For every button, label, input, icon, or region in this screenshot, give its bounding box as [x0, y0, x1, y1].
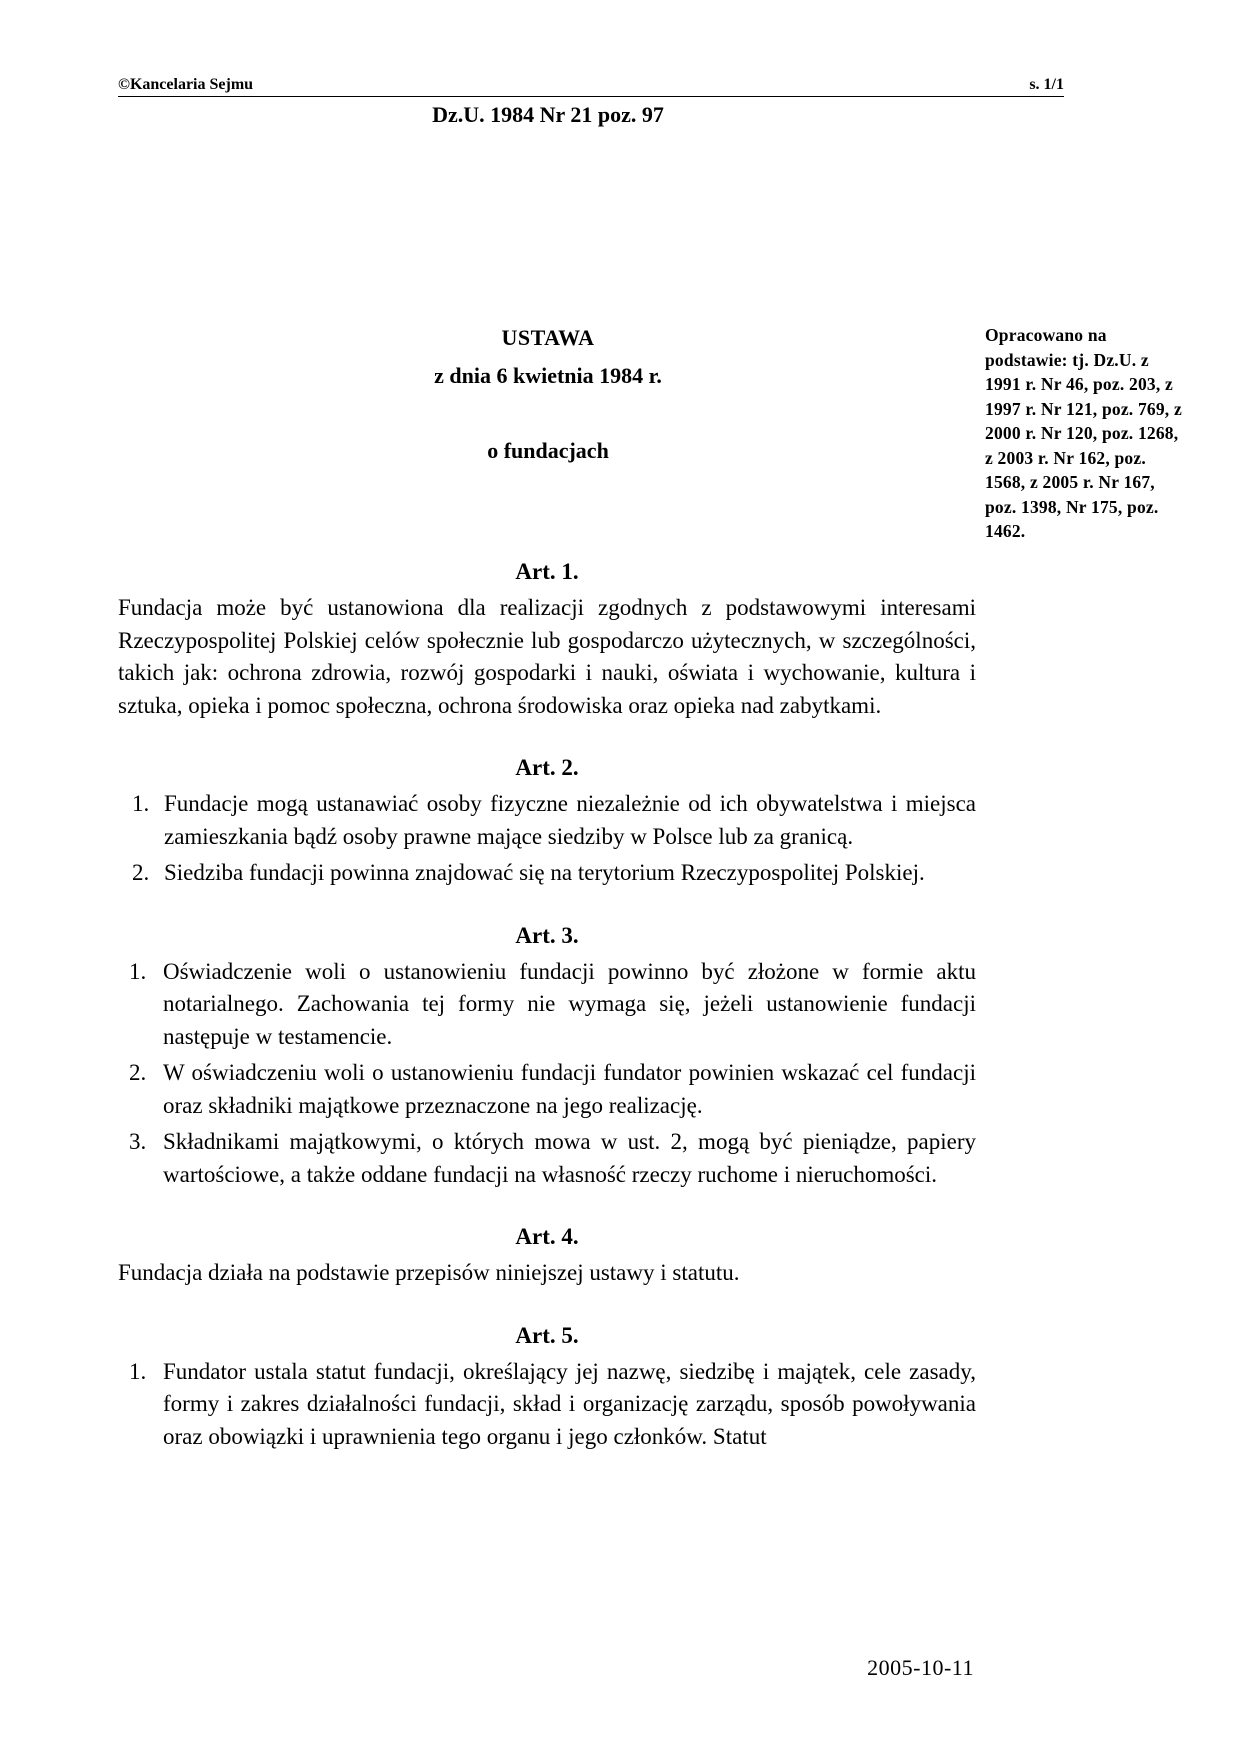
- list-item: [118, 1126, 976, 1191]
- article-5: [118, 1320, 976, 1454]
- paragraph-number: 3.: [129, 1129, 147, 1154]
- paragraph-number: 2.: [129, 1060, 147, 1085]
- article-paragraphs: [118, 788, 976, 890]
- paragraph-number: 2.: [132, 860, 150, 885]
- article-title: Art. 4.: [515, 1224, 579, 1249]
- paragraph-number: 1.: [132, 791, 150, 816]
- article-title: Art. 5.: [515, 1322, 579, 1348]
- article-paragraphs: [118, 956, 976, 1192]
- act-subject: o fundacjach: [487, 438, 609, 463]
- article-title: Art. 1.: [515, 559, 579, 584]
- article-4: [118, 1221, 976, 1290]
- paragraph-text: Fundacje mogą ustanawiać osoby fizyczne niezależnie od ich obywatelstwa i miejsca zamieszkania bądź osoby prawne mające siedziby w Polsce lub za granicą.: [164, 791, 976, 849]
- article-title: Art. 2.: [515, 755, 579, 780]
- article-text: Fundacja działa na podstawie przepisów niniejszej ustawy i statutu.: [118, 1260, 740, 1285]
- paragraph-text: W oświadczeniu woli o ustanowieniu fundacji fundator powinien wskazać cel fundacji oraz składniki majątkowe przeznaczone na jego realizację.: [163, 1060, 976, 1118]
- publisher-label: ©Kancelaria Sejmu: [118, 76, 254, 93]
- article-title: Art. 3.: [515, 922, 579, 948]
- list-item: [118, 956, 976, 1054]
- footer-date: 2005-10-11: [867, 1655, 974, 1680]
- source-note: Opracowano na podstawie: tj. Dz.U. z 1991 r. Nr 46, poz. 203, z 1997 r. Nr 121, poz. 769, z 2000 r. Nr 120, poz. 1268, z 2003 r. Nr 162, poz. 1568, z 2005 r. Nr 167, poz. 1398, Nr 175, poz. 1462.: [985, 325, 1182, 541]
- article-1: [118, 556, 976, 722]
- article-3: [118, 920, 976, 1192]
- list-item: [118, 1057, 976, 1122]
- paragraph-text: Oświadczenie woli o ustanowieniu fundacji powinno być złożone w formie aktu notarialnego. Zachowania tej formy nie wymaga się, jeżeli ustanowienie fundacji następuje w testamencie.: [163, 958, 976, 1049]
- page-number: s. 1/1: [1029, 76, 1064, 93]
- article-2: [118, 752, 976, 890]
- paragraph-text: Składnikami majątkowymi, o których mowa w ust. 2, mogą być pieniądze, papiery wartościowe, a także oddane fundacji na własność rzeczy ruchome i nieruchomości.: [163, 1129, 976, 1187]
- act-date: z dnia 6 kwietnia 1984 r.: [434, 363, 662, 388]
- list-item: [118, 788, 976, 853]
- list-item: [118, 857, 976, 890]
- paragraph-text: Fundator ustala statut fundacji, określający jej nazwę, siedzibę i majątek, cele zasady, formy i zakres działalności fundacji, skład i organizację zarządu, sposób powoływania oraz obowiązki i uprawnienia tego organu i jego członków. Statut: [163, 1358, 976, 1449]
- paragraph-number: 1.: [129, 958, 147, 984]
- list-item: [118, 1356, 976, 1454]
- article-text: Fundacja może być ustanowiona dla realizacji zgodnych z podstawowymi interesami Rzeczypospolitej Polskiej celów społecznie lub gospodarczo użytecznych, w szczególności, takich jak: ochrona zdrowia, rozwój gospodarki i nauki, oświata i wychowanie, kultura i sztuka, opieka i pomoc społeczna, ochrona środowiska oraz opieka nad zabytkami.: [118, 595, 976, 718]
- journal-reference: Dz.U. 1984 Nr 21 poz. 97: [432, 102, 664, 127]
- act-body: [118, 556, 976, 1457]
- paragraph-text: Siedziba fundacji powinna znajdować się na terytorium Rzeczypospolitej Polskiej.: [164, 860, 925, 885]
- article-paragraphs: [118, 1356, 976, 1454]
- running-header: [118, 76, 1064, 97]
- paragraph-number: 1.: [129, 1358, 147, 1384]
- act-type: USTAWA: [501, 325, 595, 350]
